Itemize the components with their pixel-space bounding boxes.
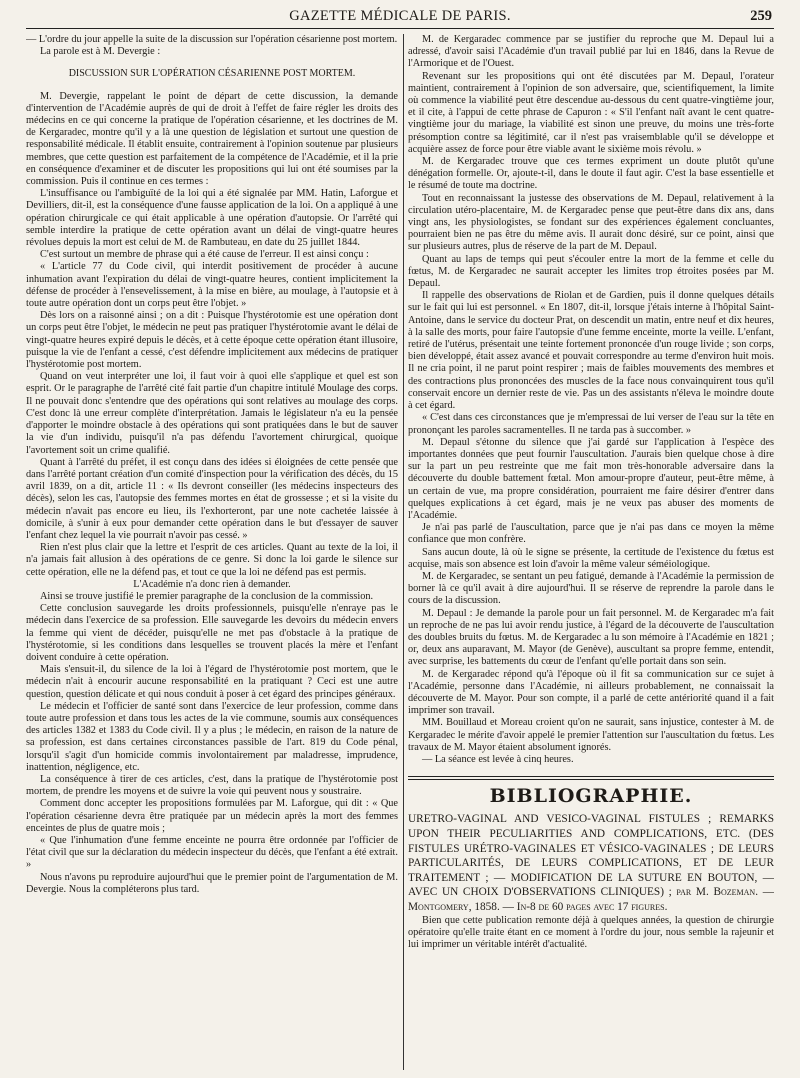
paragraph: M. de Kergaradec trouve que ces termes expriment un doute plutôt qu'une dénégation formelle. Or, ajoute-t-il, dans le doute il faut agir. C'est la base essentielle et le résumé de toute ma doctrine. [408, 156, 774, 192]
paragraph: L'insuffisance ou l'ambiguïté de la loi qui a été signalée par MM. Hatin, Laforgue et Devilliers, dit-il, est la conséquence d'une fausse application de la loi. On a appliqué à une opération chirurgicale ce qui était applicable à une opération d'autopsie. Or l'arrêté qui semble interdire la pratique de cette opération avant un délai de vingt-quatre heures révolues depuis la mort est celui de M. de Rambuteau, en date du 25 juillet 1844. [26, 188, 398, 249]
paragraph: Nous n'avons pu reproduire aujourd'hui que le premier point de l'argumentation de M. Devergie. Nous la compléterons plus tard. [26, 871, 398, 895]
page-header [26, 6, 774, 29]
right-column [408, 34, 774, 1070]
paragraph: M. Devergie, rappelant le point de départ de cette discussion, la demande d'intervention de l'Académie auprès de qui de droit à l'effet de faire régler les droits des médecins en ce qui concerne la pratique de l'opération césarienne, et les doctrines de M. de Kergaradec, montre qu'il y a là une question de législation et surtout une question de responsabilité médicale. Il établit ensuite, contrairement à l'opinion soutenue par plusieurs membres, que cette question est parfaitement de la compétence de l'Académie, et il la prie en conséquence d'examiner et de discuter les propositions qui lui ont été soumises par la commission. Puis il continue en ces termes : [26, 90, 398, 188]
paragraph: MM. Bouillaud et Moreau croient qu'on ne saurait, sans injustice, contester à M. de Kergaradec le mérite d'avoir appelé le premier l'attention sur l'auscultation du fœtus. Les travaux de M. Mayor étaient absolument ignorés. [408, 717, 774, 753]
paragraph: « C'est dans ces circonstances que je m'empressai de lui verser de l'eau sur la tête en prononçant les paroles sacramentelles. Il ne tarda pas à succomber. » [408, 412, 774, 436]
paragraph: L'Académie n'a donc rien à demander. [133, 578, 291, 590]
paragraph: Je n'ai pas parlé de l'auscultation, parce que je n'ai pas dans ce moyen la même confiance que mon confrère. [408, 522, 774, 546]
paragraph: La conséquence à tirer de ces articles, c'est, dans la pratique de l'hystérotomie post mortem, de prendre les moyens et de suivre la voie qui peuvent nous y soustraire. [26, 773, 398, 798]
session-close: — La séance est levée à cinq heures. [422, 753, 574, 765]
bibliography-heading: BIBLIOGRAPHIE. [489, 785, 693, 808]
journal-title: GAZETTE MÉDICALE DE PARIS. [289, 8, 511, 24]
section-divider [408, 776, 774, 780]
paragraph: Cette conclusion sauvegarde les droits professionnels, puisqu'elle n'enraye pas le médecin dans l'exercice de sa profession. Elle sauvegarde les devoirs du médecin envers la femme qui vient de décéder, puisqu'elle ne met pas d'obstacle à la pratique de l'hystérotomie, si les conditions dans lesquelles se trouvent placés la mère et l'enfant doivent conduire à cette opération. [26, 603, 398, 663]
paragraph: La parole est à M. Devergie : [40, 46, 161, 58]
left-column [26, 34, 398, 1070]
paragraph: C'est surtout un membre de phrase qui a été cause de l'erreur. Il est ainsi conçu : [40, 249, 369, 261]
column-divider [403, 34, 404, 1070]
paragraph: — L'ordre du jour appelle la suite de la discussion sur l'opération césarienne post mortem. [26, 34, 398, 45]
paragraph: Comment donc accepter les propositions formulées par M. Laforgue, qui dit : « Que l'opération césarienne devra être pratiquée par un médecin après la mort des femmes enceintes de plus de quatre mois ; [26, 798, 398, 834]
bibliography-text: Bien que cette publication remonte déjà à quelques années, la question de chirurgie opératoire qu'elle traite étant en ce moment à l'ordre du jour, nous semble la rajeunir et lui imprimer un véritable intérêt d'actualité. [408, 914, 774, 950]
paragraph: Quant à l'arrêté du préfet, il est conçu dans des idées si éloignées de cette pensée que dans l'arrêté portant création d'un comité d'inspection pour la vérification des décès, du 15 avril 1839, on a dit, article 11 : « Ils devront conseiller (les médecins inspecteurs des décès), selon les cas, l'autopsie des femmes mortes en état de grossesse ; et si la visite du médecin n'avait pas encore eu lieu, ils l'exhorteront, par une note cachetée laissée à domicile, à s'unir à eux pour demander cette opération dans le but d'essayer de sauver l'enfant chez lequel la vie pourrait n'avoir pas cessé. » [26, 456, 398, 541]
paragraph: Tout en reconnaissant la justesse des observations de M. Depaul, relativement à la circulation utéro-placentaire, M. de Kergaradec pense que peut-être dans dix ans, dans vingt ans, les physiologistes, se fondant sur des expériences également concluantes, pourraient bien ne pas être du même avis. Il aurait donc désiré, sur ce point, ainsi que sur plusieurs autres, plus de réserve de la part de M. Depaul. [408, 192, 774, 253]
paragraph: M. Depaul s'étonne du silence que j'ai gardé sur l'application à l'espèce des importantes données que peut fournir l'auscultation. J'aurais bien quelque chose à dire sur la part un peu restreinte que me fait mon très-honorable adversaire dans la découverte du double battement fœtal. Mon amour-propre d'auteur, peut-être même, à un certain de vue, ma propre considération, pourraient me faire désirer d'entrer dans quelques explications à cet égard, mais je ne veux pas abuser des moments de l'Académie. [408, 436, 774, 521]
paragraph: Le médecin et l'officier de santé sont dans l'exercice de leur profession, comme dans toute autre profession et dans tous les actes de la vie commune, soumis aux conséquences des articles 1382 et 1383 du Code civil. Il y a plus ; le médecin, en raison de la nature de sa profession, est dans certaines circonstances passible de l'art. 819 du Code pénal, lorsqu'il s'agit d'un homicide commis involontairement par maladresse, imprudence, inattention, négligence, etc. [26, 700, 398, 773]
paragraph: Quand on veut interpréter une loi, il faut voir à quoi elle s'applique et quel est son esprit. Or le paragraphe de l'arrêté cité fait partie d'un chapitre intitulé Moulage des corps. Il ne pouvait donc s'entendre que des opérations qui sont relatives au moulage des corps. C'est donc là une erreur complète d'interprétation. Jamais le législateur n'a eu la pensée d'apporter le moindre obstacle à des opérations qui sont pratiquées dans le but de sauver la vie d'un individu, puisqu'il n'a pas défendu l'avortement chirurgical, quoique l'avortement soit un crime qualifié. [26, 371, 398, 456]
paragraph: Mais s'ensuit-il, du silence de la loi à l'égard de l'hystérotomie post mortem, que le médecin n'ait à encourir aucune responsabilité en la pratiquant ? Ceci est une autre question, question délicate et qui nous conduit à poser à cet égard des principes généraux. [26, 664, 398, 700]
paragraph: Ainsi se trouve justifié le premier paragraphe de la conclusion de la commission. [40, 590, 374, 602]
paragraph: « L'article 77 du Code civil, qui interdit positivement de procéder à aucune inhumation avant l'expiration du délai de vingt-quatre heures, contient implicitement la défense de procéder à l'ensevelissement, à la mise en bière, au moulage, à l'autopsie et à toute autre opération dont un corps peut être l'objet. » [26, 261, 398, 310]
section-heading: DISCUSSION SUR L'OPÉRATION CÉSARIENNE POST MORTEM. [68, 68, 356, 80]
paragraph: Rien n'est plus clair que la lettre et l'esprit de ces articles. Quant au texte de la loi, il n'a jamais fait allusion à des opérations de ce genre. Si donc la loi garde le silence sur cette opération, elle ne la défend pas, et tout ce que la loi ne défend pas est permis. [26, 542, 398, 578]
paragraph: Sans aucun doute, là où le signe se présente, la certitude de l'existence du fœtus est acquise, mais son absence est loin d'avoir la même valeur séméiologique. [408, 546, 774, 570]
paragraph: M. de Kergaradec répond qu'à l'époque où il fit sa communication sur ce sujet à l'Académie, personne dans l'Académie, ni ailleurs probablement, ne connaissait la découverte de M. Mayor. Pour son compte, il a parlé de cette antériorité quand il a fait imprimer son travail. [408, 668, 774, 717]
paragraph: Il rappelle des observations de Riolan et de Gardien, puis il donne quelques détails sur le fait qui lui est personnel. « En 1807, dit-il, lorsque j'étais interne à l'hôpital Saint-Antoine, dans le service du docteur Prat, on descendit un matin, entre neuf et dix heures, à la salle des morts, pour faire l'autopsie d'une femme enceinte, morte la veille. L'enfant, retiré de l'utérus, présentait une teinte fortement prononcée d'un rouge livide ; son corps, bien développé, était assez avancé et pouvait correspondre au terme d'environ huit mois. Il ne cria point, il ne parut point respirer ; mais de faibles mouvements des membres et des contractions plus prononcées des muscles de la face nous convainquirent tous qu'il conservait encore un dernier reste de vie. Pas un des assistants n'éleva le moindre doute à cet égard. [408, 290, 774, 412]
paragraph: Dès lors on a raisonné ainsi ; on a dit : Puisque l'hystérotomie est une opération dont un corps peut être l'objet, le médecin ne peut pas pratiquer l'hystérotomie avant le délai de vingt-quatre heures expiré depuis le décès, et à cette époque cette opération étant illusoire, puisque la vie de l'enfant a cessé, c'est défendre implicitement aux médecins de pratiquer l'hystérotomie post mortem. [26, 310, 398, 371]
page-number: 259 [750, 8, 772, 24]
paragraph: M. de Kergaradec commence par se justifier du reproche que M. Depaul lui a adressé, d'avoir saisi l'Académie d'un travail publié par lui en 1846, dans la Revue de l'Armorique et de l'Ouest. [408, 34, 774, 70]
paragraph: « Que l'inhumation d'une femme enceinte ne pourra être ordonnée par l'officier de l'état civil que sur la déclaration du médecin inspecteur du décès, que l'enfant a été extrait. » [26, 835, 398, 871]
paragraph: M. de Kergaradec, se sentant un peu fatigué, demande à l'Académie la permission de borner là ce qu'il avait à dire aujourd'hui. Il se réserve de reprendre la parole dans le cours de la discussion. [408, 570, 774, 607]
bibliography-reference: URETRO-VAGINAL AND VESICO-VAGINAL FISTULES ; REMARKS UPON THEIR PECULIARITIES AND COMPLICATIONS, ETC. (DES FISTULES URÉTRO-VAGINALES ET VÉSICO-VAGINALES ; DE LEURS PARTICULARITÉS, DE LEURS COMPLICATIONS, ET DE LEUR TRAITEMENT ; — MODIFICATION DE LA SUTURE EN BOUTON, — AVEC UN CHOIX D'OBSERVATIONS CLINIQUES) ; par M. Bozeman. — Montgomery, 1858. — In-8 de 60 pages avec 17 figures. [408, 813, 774, 913]
paragraph: Quant au laps de temps qui peut s'écouler entre la mort de la femme et celle du fœtus, M. de Kergaradec ne saurait accepter les limites trop étroites posées par M. Depaul. [408, 253, 774, 290]
paragraph: Revenant sur les propositions qui ont été discutées par M. Depaul, l'orateur maintient, contrairement à l'opinion de son adversaire, que, scientifiquement, la limite où commence la viabilité peut être descendue au-dessous du cent quatre-vingtième jour, et il cite, à l'appui de cette phrase de Capuron : « S'il l'enfant naît avant le cent quatre-vingtième jour du mariage, la viabilité est sinon une preuve, du moins une très-forte présomption contre sa légitimité, car il n'est pas vraisemblable qu'il se développe et acquière assez de force pour être viable avant le sixième mois révolu. » [408, 70, 774, 155]
paragraph: M. Depaul : Je demande la parole pour un fait personnel. M. de Kergaradec m'a fait un reproche de ne pas lui avoir rendu justice, à l'égard de la découverte de l'auscultation des doubles bruits du fœtus. M. de Kergaradec a lu son mémoire à l'Académie en 1821 ; or, deux ans auparavant, M. Mayor (de Genève), auscultant sa propre femme, entendit, avec surprise, les battements du cœur de l'enfant qu'elle portait dans son sein. [408, 607, 774, 668]
